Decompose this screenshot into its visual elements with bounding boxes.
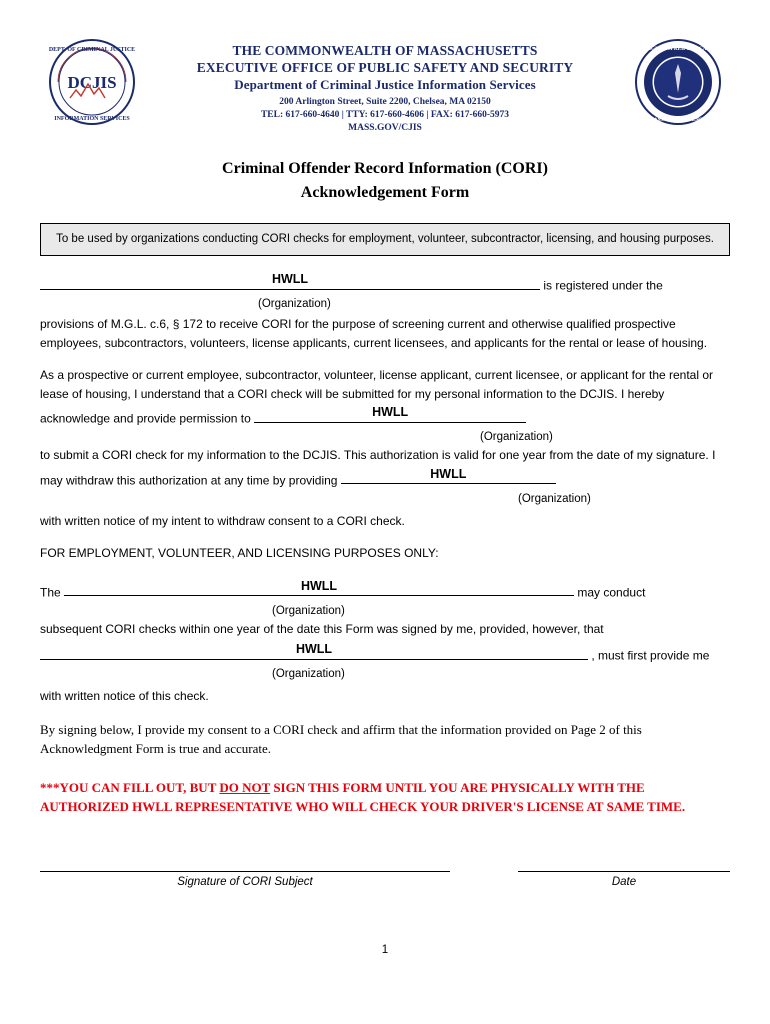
signature-caption: Signature of CORI Subject [177,875,313,888]
paragraph-1 [40,270,730,352]
signature-subject-group [40,870,450,888]
org-field-row-5 [40,640,730,665]
svg-text:DEPT. OF CRIMINAL JUSTICE: DEPT. OF CRIMINAL JUSTICE [48,47,136,53]
svg-text:SIGILLUM REIPUBLICAE: SIGILLUM REIPUBLICAE [646,46,710,52]
svg-text:INFORMATION SERVICES: INFORMATION SERVICES [54,116,130,122]
organization-label-5: (Organization) [272,668,345,680]
page-title-line-1: Criminal Offender Record Information (CORI) [222,160,548,177]
warning-line-1-underline: DO NOT [219,779,271,795]
document-header [0,0,770,135]
warning-text [40,778,730,816]
paragraph-2-end: with written notice of my intent to withdraw consent to a CORI check. [40,513,405,528]
paragraph-4: By signing below, I provide my consent to a CORI check and affirm that the information provided on Page 2 of this Acknowledgment Form is true and accurate. [40,721,642,756]
paragraph-2-lead: As a prospective or current employee, subcontractor, volunteer, license applicant, current licensee, or applicant for the rental or lease of housing, I understand that a CORI check will be submitted for my personal information to the DCJIS. I hereby acknowledge and provide permission to [40,368,714,426]
org-label-wrap-3 [40,490,730,506]
organization-input-2[interactable]: HWLL [254,403,526,423]
dcjis-seal-logo [48,38,136,126]
paragraph-2-mid-wrap [40,446,730,490]
page-title-line-2: Acknowledgement Form [300,184,470,201]
date-line[interactable] [518,870,730,872]
paragraph-3-tail-2: , must first provide me [591,648,710,663]
organization-input-1[interactable]: HWLL [40,270,540,290]
org-label-wrap-5 [40,665,730,681]
paragraph-1-tail: is registered under the [543,278,663,293]
org-label-wrap-4 [40,602,730,618]
paragraph-3-the: The [40,585,61,599]
agency-line-3: Department of Criminal Justice Information Services [234,77,536,92]
header-agency-block [136,38,634,135]
org-label-wrap-1 [40,295,730,311]
paragraph-3 [40,577,730,706]
organization-label-2: (Organization) [480,431,553,443]
organization-label-3: (Organization) [518,492,591,505]
paragraph-2-mid: to submit a CORI check for my information to the DCJIS. This authorization is valid for one year from the date of my signature. I may withdraw this authorization at any time by providing [40,448,716,487]
usage-notice-box: To be used by organizations conducting CORI checks for employment, volunteer, subcontractor, licensing, and housing purposes. [40,223,730,256]
svg-text:DCJIS: DCJIS [67,73,117,92]
warning-line-1a: ***YOU CAN FILL OUT, BUT [40,779,220,795]
signature-line[interactable] [40,870,450,872]
massachusetts-state-seal [634,38,722,126]
paragraph-2 [40,366,730,530]
organization-label-1: (Organization) [258,298,331,310]
warning-line-2: AUTHORIZED HWLL REPRESENTATIVE WHO WILL CHECK YOUR DRIVER'S LICENSE AT SAME TIME. [40,798,686,814]
paragraph-2-lead-wrap [40,366,730,428]
form-body [40,270,730,758]
agency-line-2: EXECUTIVE OFFICE OF PUBLIC SAFETY AND SECURITY [196,60,574,75]
org-label-wrap-2 [40,428,730,444]
agency-line-1: THE COMMONWEALTH OF MASSACHUSETTS [232,43,538,58]
organization-input-4[interactable]: HWLL [64,577,574,597]
paragraph-3-end: with written notice of this check. [40,689,209,703]
agency-website: MASS.GOV/CJIS [348,123,422,133]
svg-text:MASSACHUSETTENSIS: MASSACHUSETTENSIS [649,117,707,123]
warning-line-1b: SIGN THIS FORM UNTIL YOU ARE PHYSICALLY WITH THE [270,779,645,795]
organization-input-3[interactable]: HWLL [341,465,556,485]
signature-block [40,870,730,888]
organization-label-4: (Organization) [272,604,345,617]
paragraph-3-tail: may conduct [577,585,646,599]
paragraph-3-heading: FOR EMPLOYMENT, VOLUNTEER, AND LICENSING PURPOSES ONLY: [40,546,439,560]
org-field-row-1 [40,270,730,295]
agency-telephone: TEL: 617-660-4640 | TTY: 617-660-4606 | FAX: 617-660-5973 [260,110,510,120]
date-caption: Date [611,875,637,888]
page-number: 1 [381,944,389,956]
paragraph-1-body: provisions of M.G.L. c.6, § 172 to receive CORI for the purpose of screening current and otherwise qualified prospective employees, subcontractors, volunteers, license applicants, current licensees, and applicants for the rental or lease of housing. [40,317,708,350]
paragraph-3-mid: subsequent CORI checks within one year of the date this Form was signed by me, provided, however, that [40,621,604,636]
page-title [0,157,770,205]
agency-address: 200 Arlington Street, Suite 2200, Chelsea, MA 02150 [279,97,491,107]
organization-input-5[interactable]: HWLL [40,640,588,660]
org-field-row-4 [40,577,730,602]
signature-date-group [518,870,730,888]
